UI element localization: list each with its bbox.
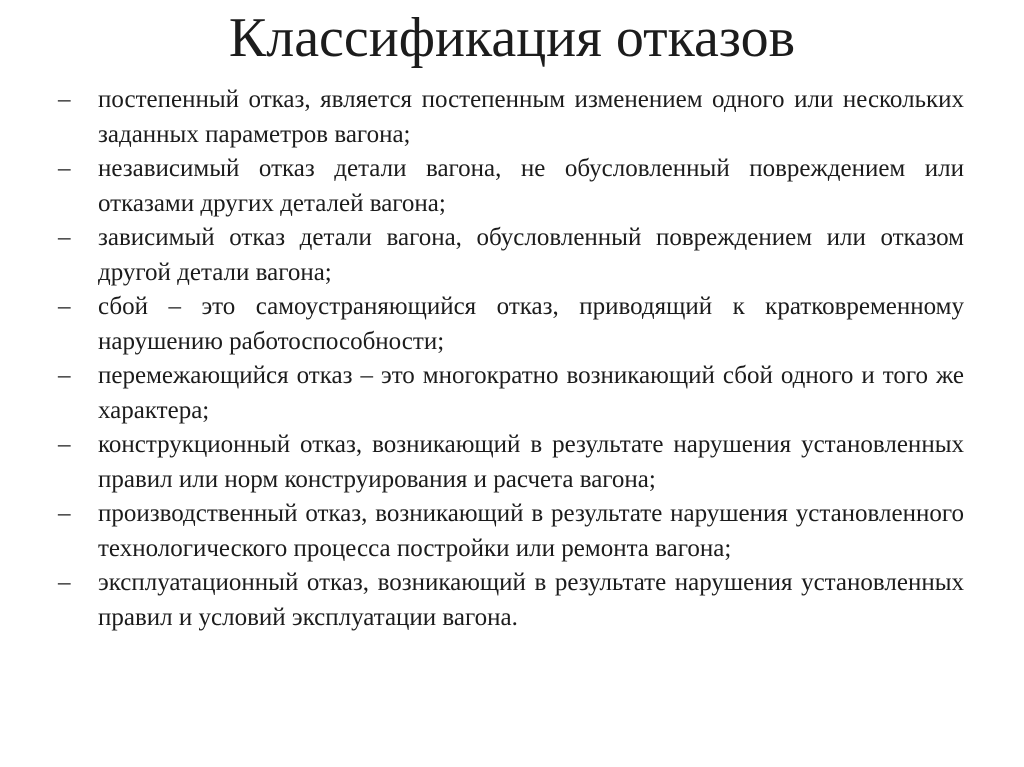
list-item-text: конструкционный отказ, возникающий в результате нарушения установленных правил или норм конструирования и расчета вагона; bbox=[98, 431, 964, 493]
list-item-text: сбой – это самоустраняющийся отказ, приводящий к кратковременному нарушению работоспособности; bbox=[98, 293, 964, 355]
bullet-dash: – bbox=[58, 224, 71, 251]
list-item-text: зависимый отказ детали вагона, обусловленный повреждением или отказом другой детали вагона; bbox=[98, 224, 964, 286]
bullet-dash: – bbox=[58, 500, 71, 527]
list-item-text: производственный отказ, возникающий в результате нарушения установленного технологического процесса постройки или ремонта вагона; bbox=[98, 500, 964, 562]
list-item bbox=[58, 566, 964, 635]
list-item bbox=[58, 83, 964, 152]
bullet-dash: – bbox=[58, 86, 71, 113]
list-item bbox=[58, 152, 964, 221]
bullet-dash: – bbox=[58, 362, 71, 389]
list-item bbox=[58, 290, 964, 359]
list-item-text: перемежающийся отказ – это многократно возникающий сбой одного и того же характера; bbox=[98, 362, 964, 424]
bullet-dash: – bbox=[58, 431, 71, 458]
bullet-dash: – bbox=[58, 293, 71, 320]
list-item-text: постепенный отказ, является постепенным изменением одного или нескольких заданных параметров вагона; bbox=[98, 86, 964, 148]
list-item bbox=[58, 428, 964, 497]
bullet-dash: – bbox=[58, 155, 71, 182]
bullet-dash: – bbox=[58, 569, 71, 596]
list-item bbox=[58, 221, 964, 290]
list-item-text: эксплуатационный отказ, возникающий в результате нарушения установленных правил и условий эксплуатации вагона. bbox=[98, 569, 964, 631]
list-item bbox=[58, 359, 964, 428]
list-item-text: независимый отказ детали вагона, не обусловленный повреждением или отказами других деталей вагона; bbox=[98, 155, 964, 217]
failure-type-list bbox=[58, 83, 964, 635]
list-item bbox=[58, 497, 964, 566]
slide-title: Классификация отказов bbox=[228, 7, 796, 69]
